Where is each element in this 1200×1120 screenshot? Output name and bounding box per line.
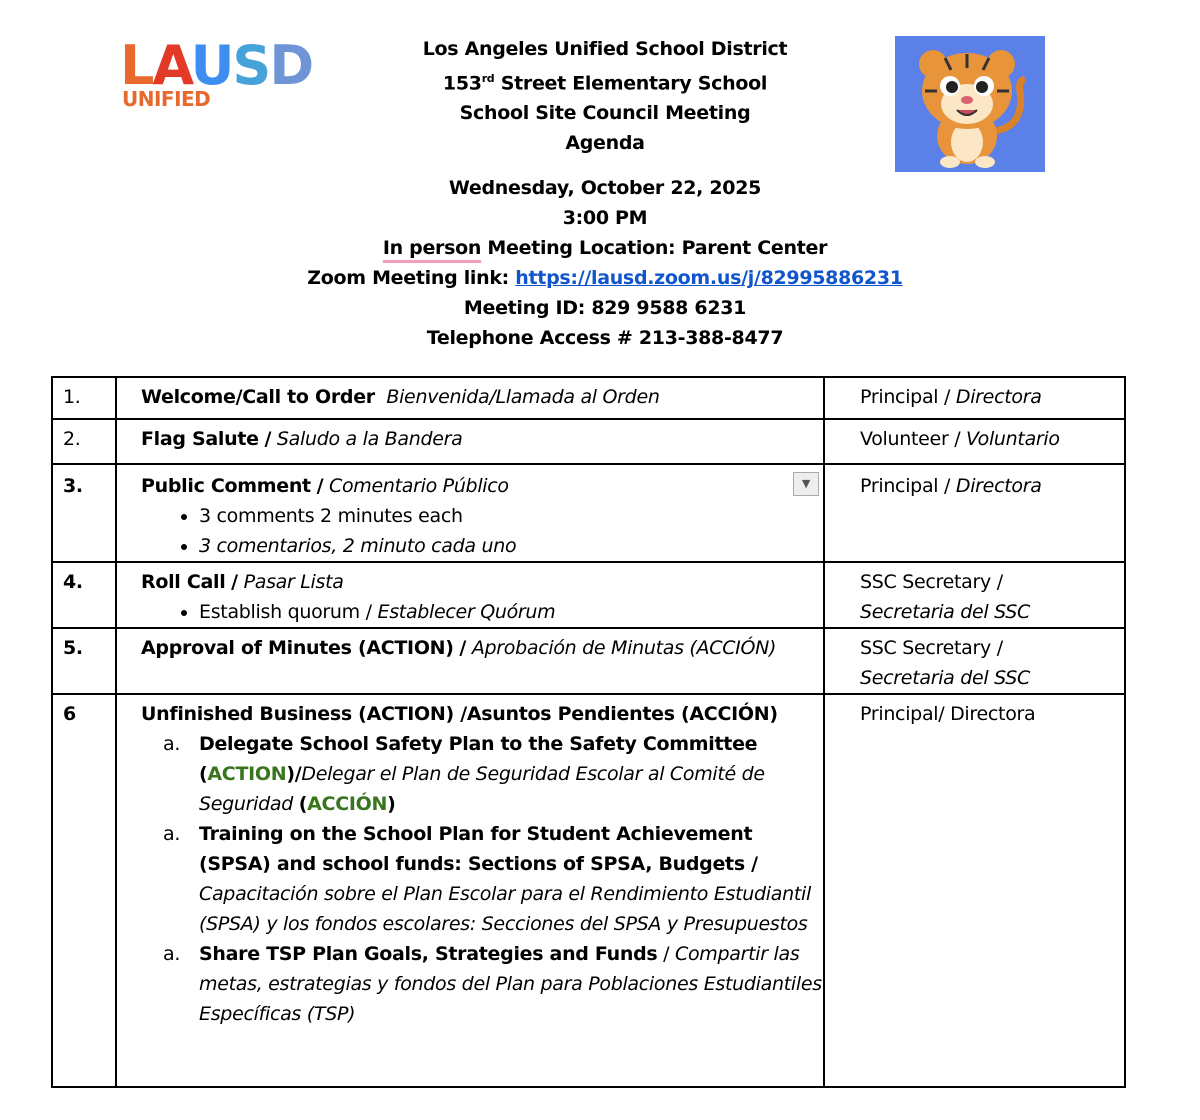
- tiger-mascot-image: [895, 36, 1045, 172]
- table-row: 2. Flag Salute / Saludo a la Bandera Volunteer / Voluntario: [52, 419, 1125, 464]
- zoom-link[interactable]: https://lausd.zoom.us/j/82995886231: [515, 267, 903, 290]
- meeting-title: School Site Council Meeting: [459, 102, 751, 125]
- table-row: 4. Roll Call / Pasar Lista • Establish quorum / Establecer Quórum SSC Secretary / Secretaria del SSC: [52, 562, 1125, 628]
- sub-item: a. Training on the School Plan for Student Achievement (SPSA) and school funds: Sections of SPSA, Budgets / Capacitación sobre el Plan Escolar para el Rendimiento Estudiantil (SPSA) y los fondos escolares: Secciones del SPSA y Presupuestos: [163, 823, 811, 935]
- document-header: [300, 34, 910, 353]
- agenda-table: [51, 376, 1126, 1088]
- meeting-date: Wednesday, October 22, 2025: [448, 177, 762, 200]
- table-row: 3. Public Comment / Comentario Público ▼ • 3 comments 2 minutes each • 3 comentarios, 2 minuto cada uno Principal / Directora: [52, 464, 1125, 562]
- zoom-link-line: Zoom Meeting link: https://lausd.zoom.us/j/82995886231: [307, 267, 903, 290]
- table-row: 6 Unfinished Business (ACTION) /Asuntos Pendientes (ACCIÓN) a. Delegate School Safety Plan to the Safety Committee (ACTION)/Delegar el Plan de Seguridad Escolar al Comité de Seguridad (ACCIÓN) a. Training on the School Plan for Student Achievement (SPSA) and school funds: Sections of SPSA, Budgets / Capacitación sobre el Plan Escolar para el Rendimiento Estudiantil (SPSA) y los fondos escolares: Secciones del SPSA y Presupuestos a. Share TSP Plan Goals, Strategies and Funds / Compartir las metas, estrategias y fondos del Plan para Poblaciones Estudiantiles Específicas (TSP) Principal/ Directora: [52, 694, 1125, 1087]
- sub-item: a. Delegate School Safety Plan to the Safety Committee (ACTION)/Delegar el Plan de Seguridad Escolar al Comité de Seguridad (ACCIÓN): [163, 733, 765, 815]
- sub-item: a. Share TSP Plan Goals, Strategies and Funds / Compartir las metas, estrategias y fondos del Plan para Poblaciones Estudiantiles Específicas (TSP): [163, 943, 822, 1025]
- meeting-location: In person Meeting Location: Parent Center: [382, 237, 828, 260]
- telephone-access: Telephone Access # 213-388-8477: [426, 327, 784, 350]
- meeting-id: Meeting ID: 829 9588 6231: [463, 297, 747, 320]
- lausd-logo: LAUSD UNIFIED: [120, 34, 313, 111]
- school-name: 153rd Street Elementary School: [442, 72, 768, 95]
- table-row: 1. Welcome/Call to Order Bienvenida/Llamada al Orden Principal / Directora: [52, 377, 1125, 419]
- document-title: Agenda: [565, 132, 645, 155]
- meeting-time: 3:00 PM: [562, 207, 648, 230]
- table-row: 5. Approval of Minutes (ACTION) / Aprobación de Minutas (ACCIÓN) SSC Secretary / Secretaria del SSC: [52, 628, 1125, 694]
- district-name: Los Angeles Unified School District: [422, 38, 788, 60]
- dropdown-icon[interactable]: ▼: [793, 472, 819, 496]
